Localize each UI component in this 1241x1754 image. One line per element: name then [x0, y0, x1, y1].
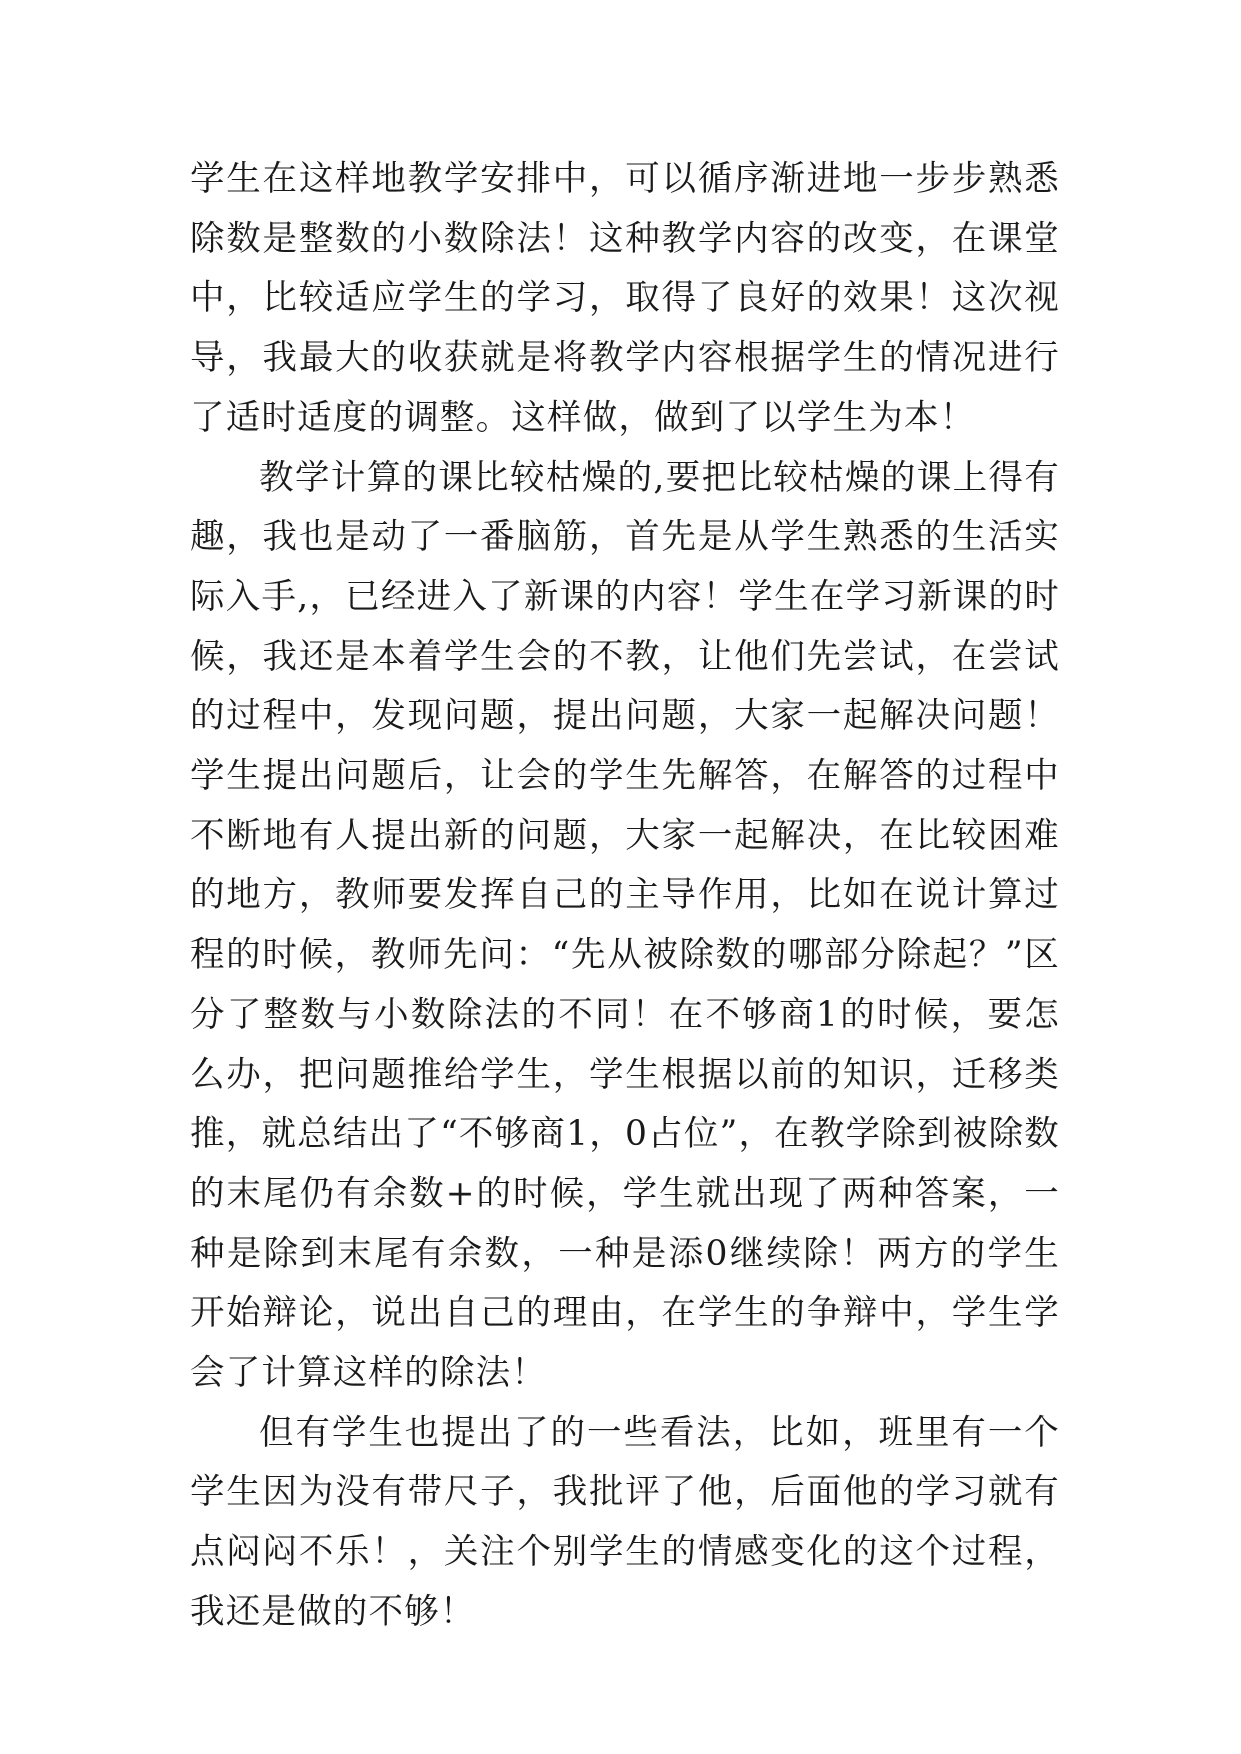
paragraph-1: 学生在这样地教学安排中，可以循序渐进地一步步熟悉除数是整数的小数除法！这种教学内容的改变，在课堂中，比较适应学生的学习，取得了良好的效果！这次视导，我最大的收获就是将教学内容根据学生的情况进行了适时适度的调整。这样做，做到了以学生为本！	[190, 159, 1060, 438]
paragraph-3: 但有学生也提出了的一些看法，比如，班里有一个学生因为没有带尺子，我批评了他，后面他的学习就有点闷闷不乐！，关注个别学生的情感变化的这个过程，我还是做的不够！	[190, 1412, 1060, 1632]
paragraph-2: 教学计算的课比较枯燥的,要把比较枯燥的课上得有趣，我也是动了一番脑筋，首先是从学生熟悉的生活实际入手,，已经进入了新课的内容！学生在学习新课的时候，我还是本着学生会的不教，让他们先尝试，在尝试的过程中，发现问题，提出问题，大家一起解决问题！学生提出问题后，让会的学生先解答，在解答的过程中不断地有人提出新的问题，大家一起解决，在比较困难的地方，教师要发挥自己的主导作用，比如在说计算过程的时候，教师先问：“先从被除数的哪部分除起？”区分了整数与小数除法的不同！在不够商1的时候，要怎么办，把问题推给学生，学生根据以前的知识，迁移类推，就总结出了“不够商1，0占位”，在教学除到被除数的末尾仍有余数+的时候，学生就出现了两种答案，一种是除到末尾有余数，一种是添0继续除！两方的学生开始辩论，说出自己的理由，在学生的争辩中，学生学会了计算这样的除法！	[190, 457, 1060, 1394]
document-body	[190, 150, 1060, 1643]
